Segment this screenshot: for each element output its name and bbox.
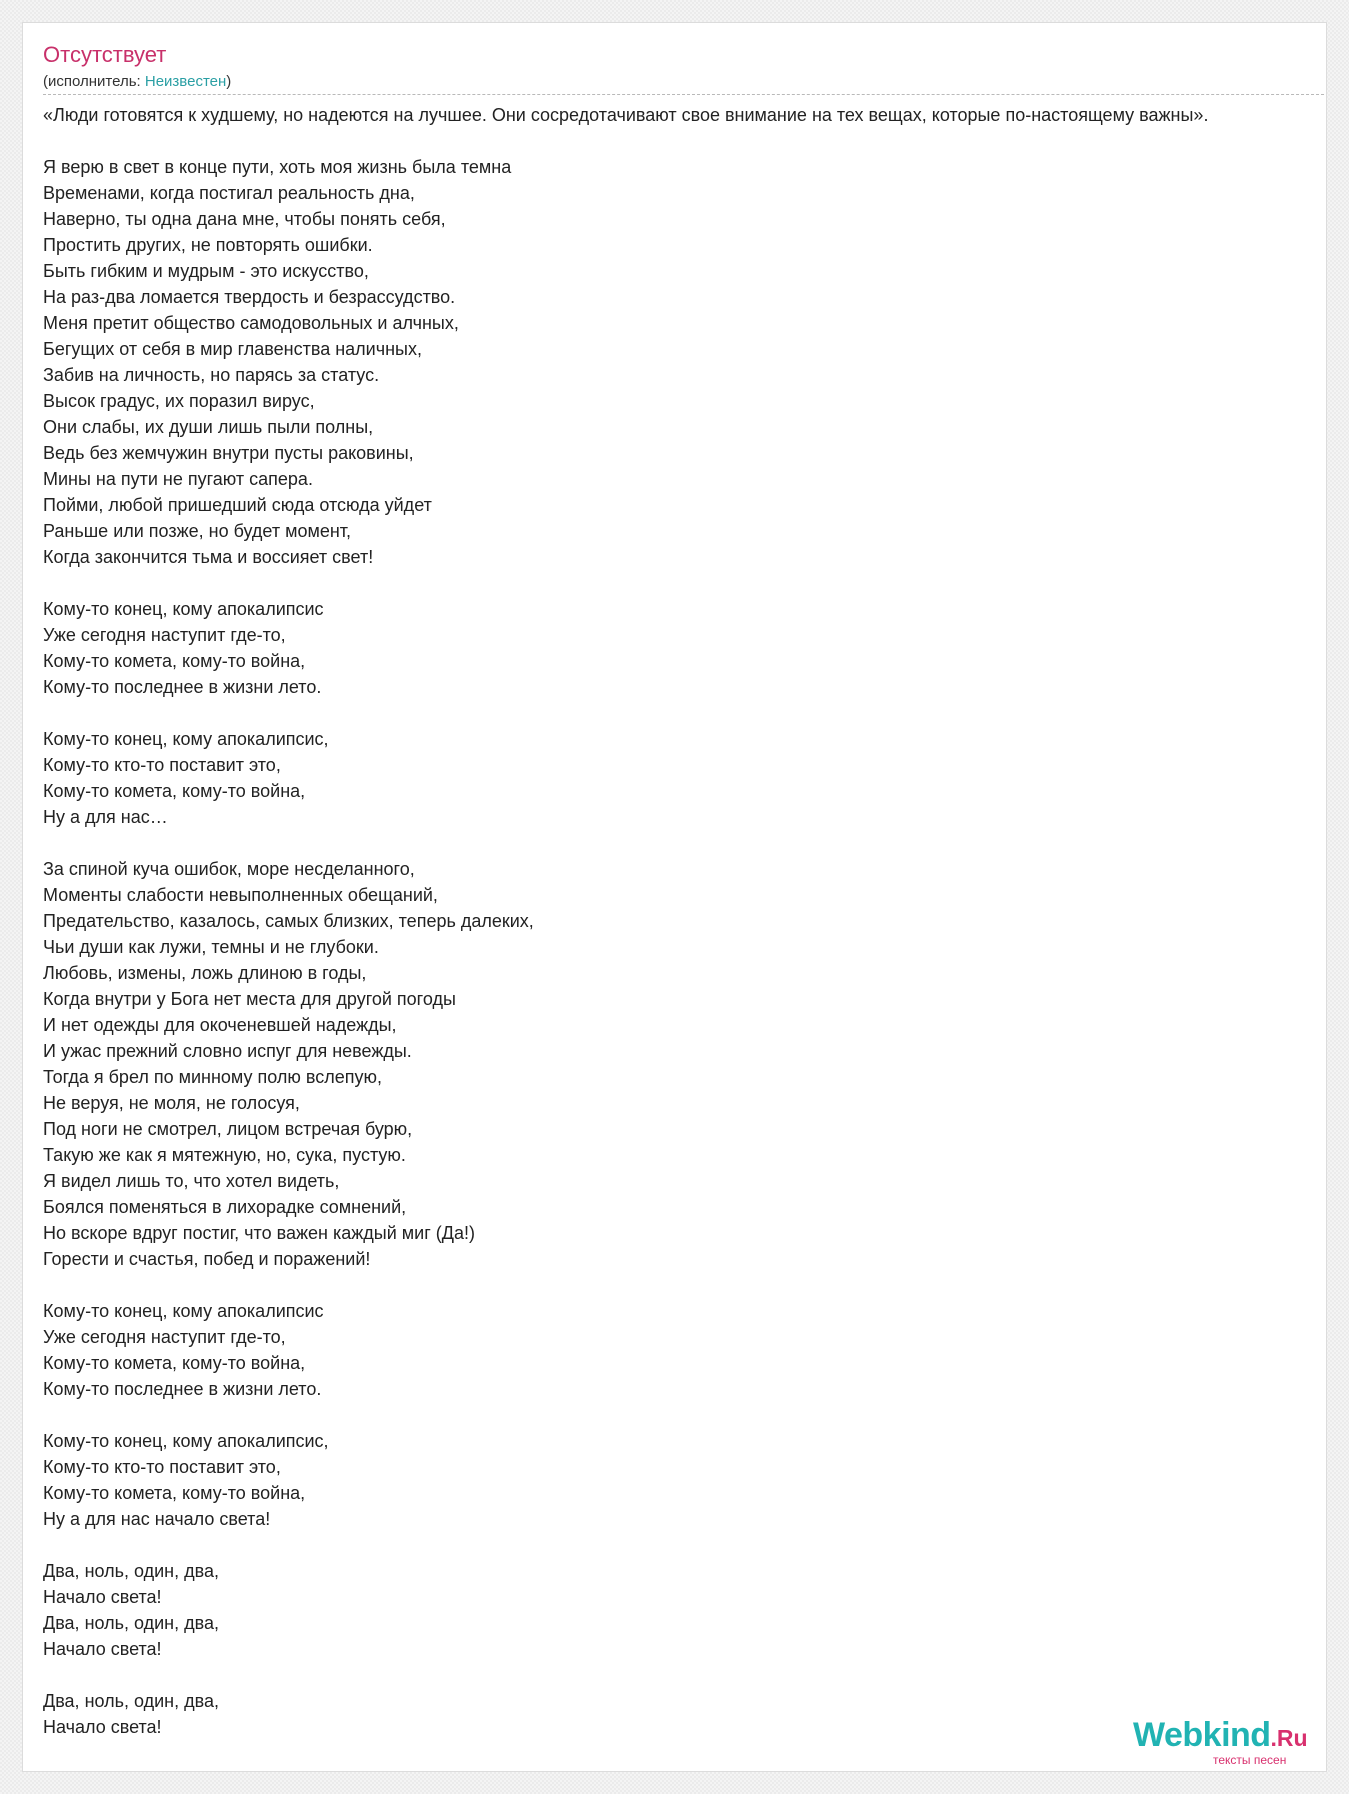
lyric-line: Кому-то комета, кому-то война, xyxy=(43,1353,306,1373)
lyric-line: Начало света! xyxy=(43,1587,162,1607)
lyric-line: Под ноги не смотрел, лицом встречая бурю, xyxy=(43,1119,413,1139)
artist-line xyxy=(43,73,231,91)
lyric-line: Пойми, любой пришедший сюда отсюда уйдет xyxy=(43,495,432,515)
stanza-gap xyxy=(43,128,1327,154)
stanza-gap xyxy=(43,1662,1327,1688)
stanza-gap xyxy=(43,1532,1327,1558)
lyric-line: За спиной куча ошибок, море несделанного, xyxy=(43,859,415,879)
lyric-line: Меня претит общество самодовольных и алчных, xyxy=(43,313,459,333)
stanza-gap xyxy=(43,830,1327,856)
lyric-line: И нет одежды для окоченевшей надежды, xyxy=(43,1015,397,1035)
lyric-line: Мины на пути не пугают сапера. xyxy=(43,469,313,489)
lyric-line: Кому-то кто-то поставит это, xyxy=(43,755,281,775)
lyric-line: Боялся поменяться в лихорадке сомнений, xyxy=(43,1197,407,1217)
lyric-line: Они слабы, их души лишь пыли полны, xyxy=(43,417,374,437)
lyric-line: Ведь без жемчужин внутри пусты раковины, xyxy=(43,443,414,463)
stanza-gap xyxy=(43,1402,1327,1428)
brand-tagline: тексты песен xyxy=(1213,1753,1287,1767)
artist-prefix: (исполнитель: xyxy=(43,73,145,90)
title-divider xyxy=(43,94,1327,95)
song-title: Отсутствует xyxy=(43,42,167,67)
lyric-line: Кому-то комета, кому-то война, xyxy=(43,651,306,671)
lyric-line: Кому-то конец, кому апокалипсис, xyxy=(43,1431,329,1451)
lyric-line: Когда закончится тьма и воссияет свет! xyxy=(43,547,374,567)
lyric-line: Горести и счастья, побед и поражений! xyxy=(43,1249,371,1269)
lyric-line: Кому-то комета, кому-то война, xyxy=(43,1483,306,1503)
lyric-line: Кому-то последнее в жизни лето. xyxy=(43,677,322,697)
lyric-line: Раньше или позже, но будет момент, xyxy=(43,521,352,541)
lyric-line: «Люди готовятся к худшему, но надеются на лучшее. Они сосредотачивают свое внимание на тех вещах, которые по-настоящему важны». xyxy=(43,105,1209,125)
stanza-gap xyxy=(43,700,1327,726)
stanza-gap xyxy=(43,1272,1327,1298)
lyric-line: Любовь, измены, ложь длиною в годы, xyxy=(43,963,367,983)
lyric-line: Не веруя, не моля, не голосуя, xyxy=(43,1093,300,1113)
lyrics-text xyxy=(43,102,1327,1740)
lyric-line: Начало света! xyxy=(43,1639,162,1659)
lyric-line: Когда внутри у Бога нет места для другой погоды xyxy=(43,989,456,1009)
artist-link[interactable]: Неизвестен xyxy=(144,73,227,90)
lyric-line: Простить других, не повторять ошибки. xyxy=(43,235,373,255)
lyric-line: Кому-то конец, кому апокалипсис xyxy=(43,599,324,619)
brand-name-main: Webkind xyxy=(1133,1716,1271,1754)
lyric-line: Начало света! xyxy=(43,1717,162,1737)
lyric-line: На раз-два ломается твердость и безрассудство. xyxy=(43,287,456,307)
lyric-line: Чьи души как лужи, темны и не глубоки. xyxy=(43,937,379,957)
lyric-line: Я верю в свет в конце пути, хоть моя жизнь была темна xyxy=(43,157,512,177)
lyric-line: Кому-то конец, кому апокалипсис xyxy=(43,1301,324,1321)
lyric-line: Два, ноль, один, два, xyxy=(43,1613,219,1633)
lyric-line: Уже сегодня наступит где-то, xyxy=(43,625,286,645)
artist-suffix: ) xyxy=(226,73,232,90)
brand-tld: .Ru xyxy=(1270,1725,1308,1751)
lyric-line: Моменты слабости невыполненных обещаний, xyxy=(43,885,438,905)
lyric-line: Но вскоре вдруг постиг, что важен каждый миг (Да!) xyxy=(43,1223,475,1243)
lyric-line: Предательство, казалось, самых близких, теперь далеких, xyxy=(43,911,534,931)
lyric-line: Кому-то кто-то поставит это, xyxy=(43,1457,281,1477)
webkind-logo[interactable] xyxy=(1133,1715,1327,1767)
lyric-line: Ну а для нас… xyxy=(43,807,168,827)
lyric-line: Тогда я брел по минному полю вслепую, xyxy=(43,1067,383,1087)
lyric-line: Уже сегодня наступит где-то, xyxy=(43,1327,286,1347)
lyric-line: Такую же как я мятежную, но, сука, пустую. xyxy=(43,1145,406,1165)
lyric-line: Ну а для нас начало света! xyxy=(43,1509,271,1529)
song-card xyxy=(22,22,1327,1772)
lyric-line: Я видел лишь то, что хотел видеть, xyxy=(43,1171,340,1191)
lyric-line: Наверно, ты одна дана мне, чтобы понять себя, xyxy=(43,209,446,229)
lyric-line: И ужас прежний словно испуг для невежды. xyxy=(43,1041,412,1061)
lyric-line: Кому-то последнее в жизни лето. xyxy=(43,1379,322,1399)
brand-name xyxy=(1133,1715,1308,1758)
lyric-line: Быть гибким и мудрым - это искусство, xyxy=(43,261,369,281)
lyric-line: Высок градус, их поразил вирус, xyxy=(43,391,315,411)
lyric-line: Кому-то конец, кому апокалипсис, xyxy=(43,729,329,749)
stanza-gap xyxy=(43,570,1327,596)
lyric-line: Бегущих от себя в мир главенства наличных, xyxy=(43,339,422,359)
lyric-line: Два, ноль, один, два, xyxy=(43,1691,219,1711)
lyric-line: Два, ноль, один, два, xyxy=(43,1561,219,1581)
lyric-line: Временами, когда постигал реальность дна, xyxy=(43,183,415,203)
lyric-line: Забив на личность, но парясь за статус. xyxy=(43,365,380,385)
lyric-line: Кому-то комета, кому-то война, xyxy=(43,781,306,801)
